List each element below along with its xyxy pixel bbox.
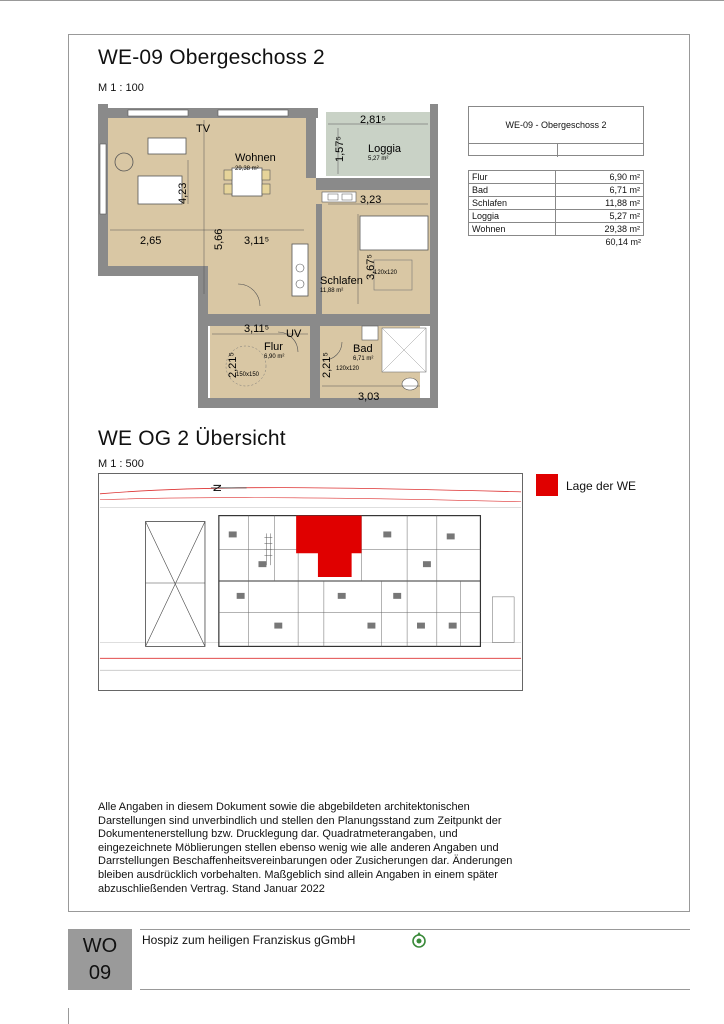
summary-title: WE-09 - Obergeschoss 2 [505, 120, 607, 130]
site-plan [98, 473, 523, 691]
area-summary [468, 106, 644, 247]
room-schlafen-fill [316, 190, 430, 314]
dim-hall-width: 3,11⁵ [244, 323, 270, 335]
room-label-flur: Flur [264, 341, 283, 353]
label-shower: 120x120 [336, 366, 360, 372]
footer-rule-top [140, 929, 690, 930]
svg-text:N: N [211, 483, 224, 492]
area-total: 60,14 m² [605, 237, 641, 247]
dim-bath-width: 3,03 [358, 391, 380, 403]
legend-label: Lage der WE [566, 479, 637, 493]
table-row: Loggia 5,27 m² [469, 210, 644, 223]
label-tv: TV [196, 123, 211, 135]
dim-loggia-depth: 1,57⁵ [334, 136, 346, 162]
page-title: WE-09 Obergeschoss 2 [98, 46, 325, 69]
room-label-schlafen: Schlafen [320, 275, 363, 287]
label-turning-circle: 150x150 [236, 372, 260, 378]
unit-code-badge [68, 929, 132, 990]
plan-scale: M 1 : 100 [98, 82, 144, 94]
overview-title: WE OG 2 Übersicht [98, 427, 286, 450]
dim-living-left: 2,65 [140, 235, 162, 247]
dim-living-depth: 4,23 [177, 182, 189, 204]
dim-loggia-width: 2,81⁵ [360, 114, 386, 126]
footer-margin-mark [68, 1008, 69, 1024]
overview-scale: M 1 : 500 [98, 458, 144, 470]
label-uv: UV [286, 328, 302, 340]
room-label-wohnen: Wohnen [235, 152, 276, 164]
table-row: Schlafen 11,88 m² [469, 197, 644, 210]
summary-title-box [468, 106, 644, 156]
legend-swatch [536, 474, 558, 496]
room-area-loggia: 5,27 m² [368, 156, 389, 162]
room-area-wohnen: 29,38 m² [235, 166, 259, 172]
dim-hall-depth: 2,21⁵ [227, 352, 239, 378]
room-label-loggia: Loggia [368, 143, 402, 155]
area-table [468, 170, 644, 236]
company-logo-icon [410, 931, 428, 949]
room-area-bad: 6,71 m² [353, 356, 374, 362]
dim-living-right: 3,11⁵ [244, 235, 270, 247]
dim-bath-depth: 2,21⁵ [321, 352, 333, 378]
unit-code-line1: WO [82, 935, 118, 957]
unit-code-line2: 09 [88, 962, 112, 984]
dim-living-height: 5,66 [213, 228, 225, 250]
label-bed: 120x120 [374, 270, 398, 276]
room-area-flur: 6,90 m² [264, 354, 285, 360]
table-row: Flur 6,90 m² [469, 171, 644, 184]
table-row: Bad 6,71 m² [469, 184, 644, 197]
floor-plan [98, 104, 438, 408]
footer-rule-bottom [140, 989, 690, 990]
room-label-bad: Bad [353, 343, 373, 355]
disclaimer-text: Alle Angaben in diesem Dokument sowie die abgebildeten architektonischen Darstellungen sind unverbindlich und stellen den Planungsstand zum Zeitpunkt der Dokumentenerstellung bzw. Drucklegung dar. Quadratmeterangaben, und eingezeichnete Möblierungen stellen ebenso wenig wie alle anderen Angaben und Darrstellungen Beschaffenheitsvereinbarungen oder Zusicherungen dar. Änderungen bleiben ausdrücklich vorbehalten. Maßgeblich sind allein Angaben in einem später abzuschließenden Vertrag. Stand Januar 2022 [98, 801, 513, 895]
top-rule [0, 0, 724, 1]
table-row: Wohnen 29,38 m² [469, 223, 644, 236]
room-area-schlafen: 11,88 m² [320, 288, 344, 294]
company-name: Hospiz zum heiligen Franziskus gGmbH [142, 933, 356, 947]
dim-bedroom-depth: 3,67⁵ [365, 254, 377, 280]
dim-bedroom-width: 3,23 [360, 194, 382, 206]
